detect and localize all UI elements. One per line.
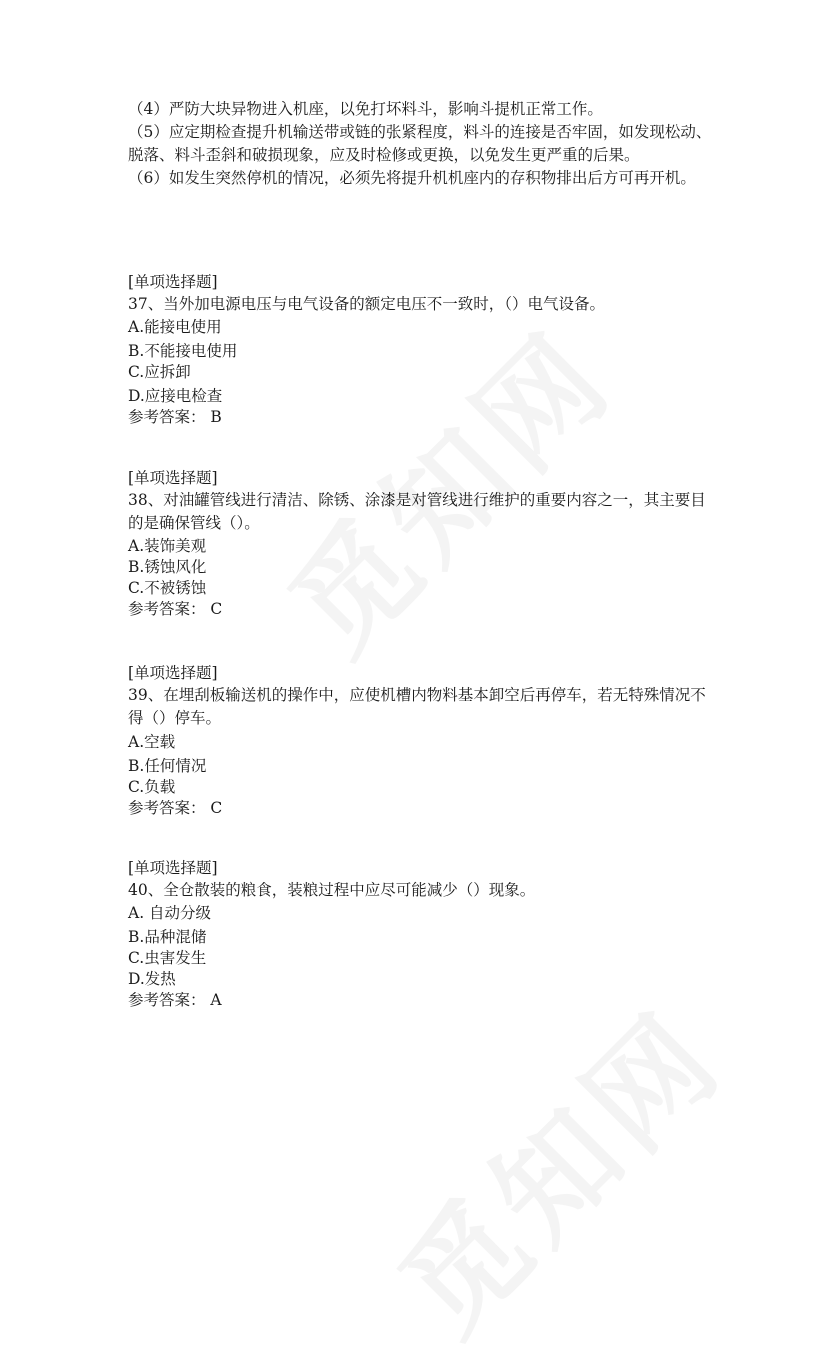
option-c: C.不被锈蚀 (128, 579, 207, 597)
option-a: A. 自动分级 (128, 904, 212, 922)
question-type: [单项选择题] (128, 859, 218, 877)
question-type: [单项选择题] (128, 273, 218, 291)
watermark (356, 967, 753, 1364)
question-39 (128, 663, 718, 819)
option-b: B.不能接电使用 (128, 342, 238, 360)
question-40 (128, 858, 718, 1011)
answer-line: 参考答案： A (128, 991, 222, 1009)
question-type: [单项选择题] (128, 469, 218, 487)
question-stem: 40、全仓散装的粮食，装粮过程中应尽可能减少（）现象。 (128, 881, 536, 899)
intro-paragraph: （6）如发生突然停机的情况，必须先将提升机机座内的存积物排出后方可再开机。 (128, 169, 696, 187)
option-a: A.装饰美观 (128, 537, 207, 555)
option-d: D.发热 (128, 970, 176, 988)
answer-line: 参考答案： C (128, 600, 223, 618)
option-b: B.任何情况 (128, 757, 207, 775)
intro-paragraph: （4）严防大块异物进入机座，以免打坏料斗，影响斗提机正常工作。 (128, 100, 603, 118)
option-c: C.负载 (128, 778, 176, 796)
answer-line: 参考答案： B (128, 408, 222, 426)
intro-paragraph: （5）应定期检查提升机输送带或链的张紧程度，料斗的连接是否牢固，如发现松动、脱落、料斗歪斜和破损现象，应及时检修或更换，以免发生更严重的后果。 (128, 123, 712, 164)
question-38 (128, 468, 718, 620)
option-b: B.锈蚀风化 (128, 558, 207, 576)
question-stem: 38、对油罐管线进行清洁、除锈、涂漆是对管线进行维护的重要内容之一，其主要目的是确保管线（）。 (128, 491, 706, 532)
intro-paragraphs (128, 98, 718, 190)
option-c: C.虫害发生 (128, 949, 207, 967)
question-stem: 37、当外加电源电压与电气设备的额定电压不一致时，（）电气设备。 (128, 295, 605, 313)
question-37 (128, 272, 718, 428)
option-a: A.空载 (128, 733, 176, 751)
option-d: D.应接电检查 (128, 387, 223, 405)
question-stem: 39、在埋刮板输送机的操作中，应使机槽内物料基本卸空后再停车，若无特殊情况不得（）停车。 (128, 686, 706, 727)
option-b: B.品种混储 (128, 928, 207, 946)
answer-line: 参考答案： C (128, 799, 223, 817)
question-type: [单项选择题] (128, 664, 218, 682)
option-a: A.能接电使用 (128, 318, 222, 336)
option-c: C.应拆卸 (128, 363, 191, 381)
